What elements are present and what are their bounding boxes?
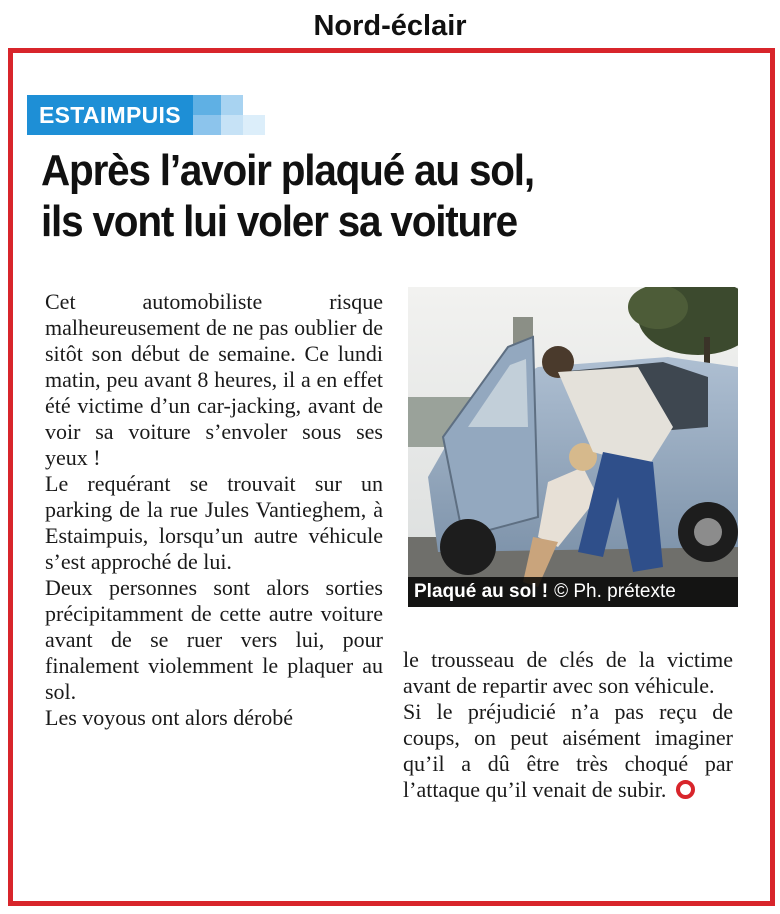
paragraph (403, 699, 733, 803)
caption-credit: © Ph. prétexte (554, 581, 676, 602)
headline (41, 145, 703, 247)
final-sentence: Si le préjudicié n’a pas reçu de coups, on peut aisément imaginer qu’il a dû être très choqué par l’attaque qu’il venait de subir. (403, 699, 733, 802)
article-photo (408, 287, 738, 607)
rubric-label: ESTAIMPUIS (27, 95, 193, 135)
photo-caption (408, 577, 738, 607)
section-rubric (27, 95, 271, 135)
headline-line-1: Après l’avoir plaqué au sol, (41, 146, 534, 195)
paragraph: Le requérant se trouvait sur un parking de la rue Jules Vantieghem, à Estaimpuis, lorsqu’un autre véhicule s’est approché de lui. (45, 471, 383, 574)
masthead: Nord-éclair (313, 10, 467, 42)
paragraph: Cet automobiliste risque malheureusement de ne pas oublier de sitôt son début de semaine. Ce lundi matin, peu avant 8 heures, il a en effet été victime d’un car-jacking, avant de voir sa voiture s’envoler sous ses yeux ! (45, 289, 383, 470)
paragraph: Deux personnes sont alors sorties précipitamment de cette autre voiture avant de se ruer vers lui, pour finalement violemment le plaquer au sol. (45, 575, 383, 704)
caption-title: Plaqué au sol ! (414, 581, 549, 602)
end-of-article-icon (676, 780, 695, 799)
article-frame (8, 48, 775, 906)
headline-line-2: ils vont lui voler sa voiture (41, 197, 517, 246)
paragraph: le trousseau de clés de la victime avant de repartir avec son véhicule. (403, 647, 733, 698)
paragraph: Les voyous ont alors dérobé (45, 705, 294, 730)
photo-illustration (408, 287, 738, 607)
body-column-right (403, 647, 733, 803)
body-column-left (45, 289, 383, 731)
rubric-decoration (193, 95, 271, 135)
